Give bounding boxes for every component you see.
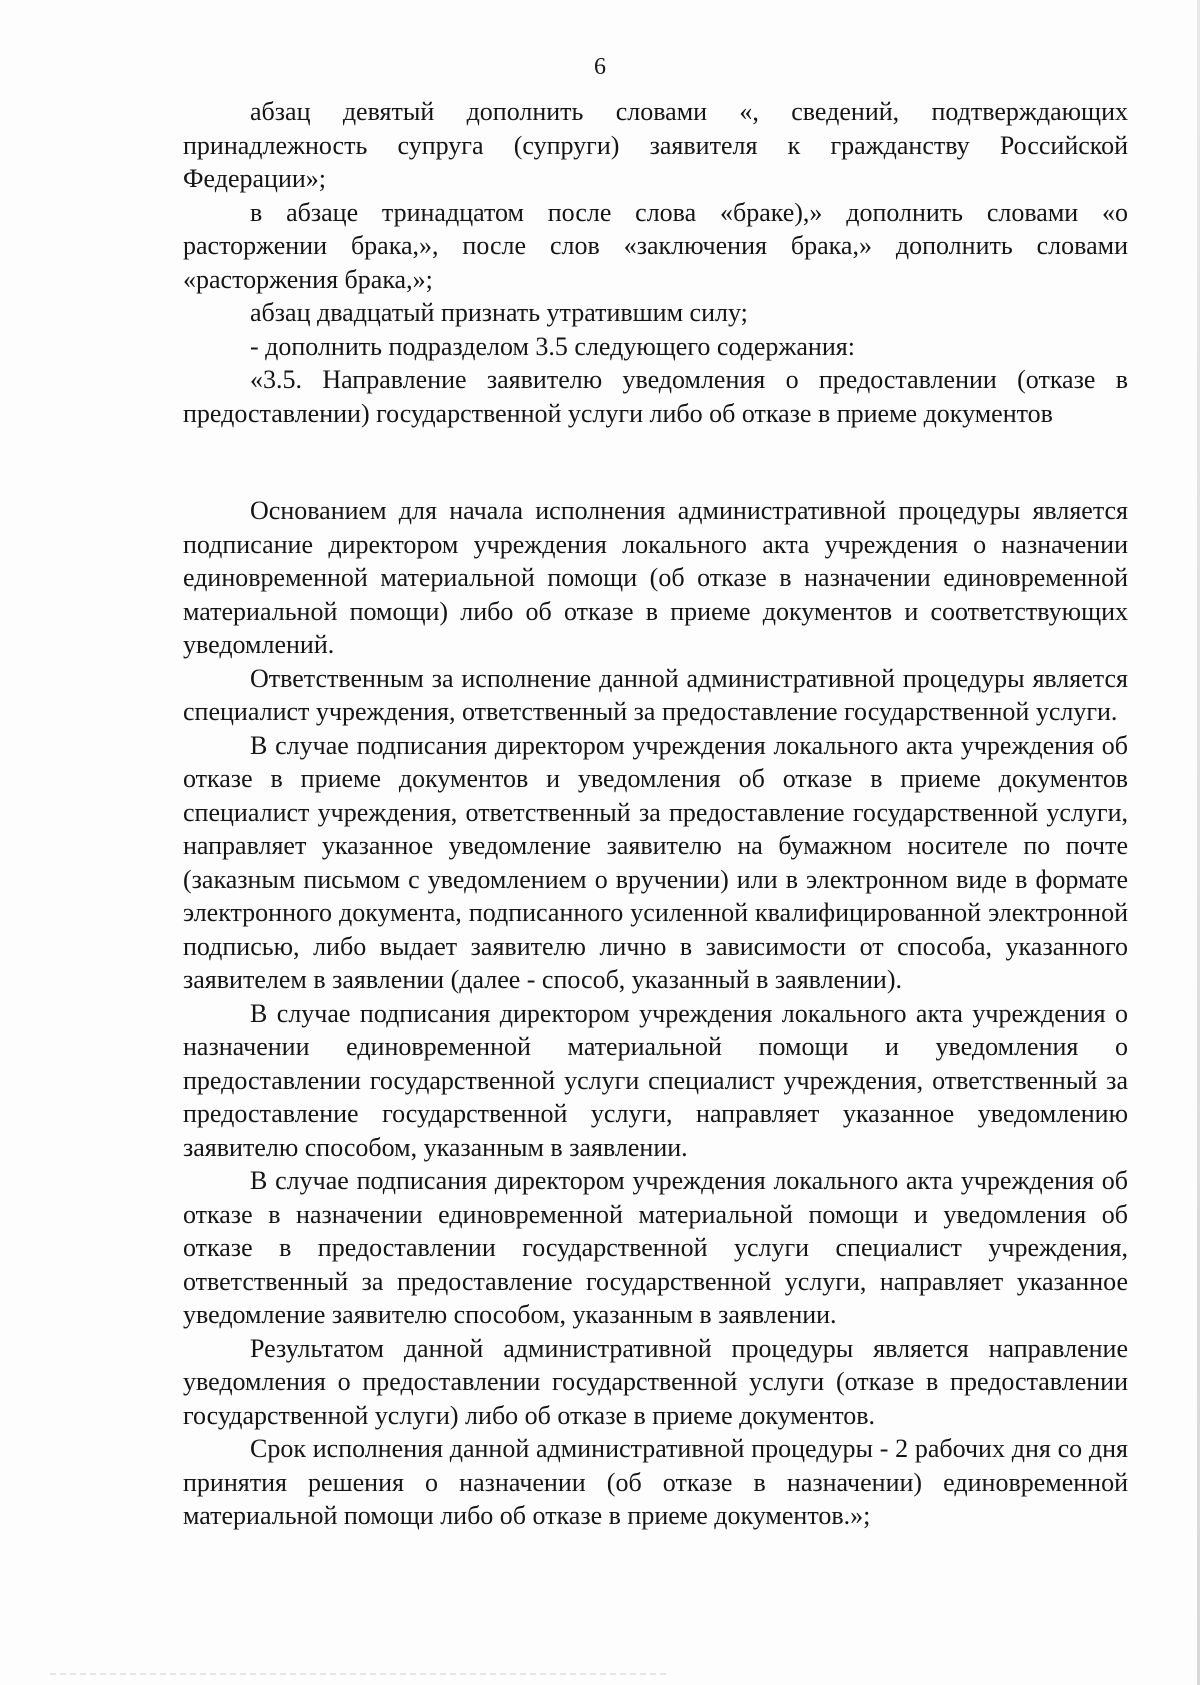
paragraph-grant-notice: В случае подписания директором учреждения локального акта учреждения о назначении единовременной материальной помощи и уведомления о предоставлении государственной услуги специалист учреждения, ответственный за предоставление государственной услуги, направляет указанное уведомлению заявителю способом, указанным в заявлении. [183, 998, 1128, 1162]
paragraph-refusal-documents: В случае подписания директором учреждения локального акта учреждения об отказе в приеме документов и уведомления об отказе в приеме документов специалист учреждения, ответственный за предоставление государственной услуги, направляет указанное уведомление заявителю на бумажном носителе по почте (заказным письмом с уведомлением о вручении) или в электронном виде в формате электронного документа, подписанного усиленной квалифицированной электронной подписью, либо выдает заявителю лично в зависимости от способа, указанного заявителем в заявлении (далее - способ, указанный в заявлении). [183, 730, 1128, 994]
paragraph-refusal-grant: В случае подписания директором учреждения локального акта учреждения об отказе в назначении единовременной материальной помощи и уведомления об отказе в предоставлении государственной услуги специалист учреждения, ответственный за предоставление государственной услуги, направляет указанное уведомление заявителю способом, указанным в заявлении. [183, 1166, 1128, 1329]
paragraph-responsible: Ответственным за исполнение данной административной процедуры является специалист учреждения, ответственный за предоставление государственной услуги. [183, 663, 1128, 726]
paragraph-deadline: Срок исполнения данной административной процедуры - 2 рабочих дня со дня принятия решения о назначении (об отказе в назначении) единовременной материальной помощи либо об отказе в приеме документов.»; [183, 1434, 1128, 1530]
paragraph-add-subsection: - дополнить подразделом 3.5 следующего содержания: [250, 331, 855, 361]
page-number: 6 [594, 54, 606, 80]
scan-edge-bottom [50, 1673, 670, 1675]
section-gap [183, 430, 1128, 494]
paragraph-amend-ninth: абзац девятый дополнить словами «, сведений, подтверждающих принадлежность супруга (супруги) заявителя к гражданству Российской Федерации»; [183, 97, 1128, 193]
paragraph-amend-twentieth: абзац двадцатый признать утратившим силу; [250, 298, 748, 327]
paragraph-result: Результатом данной административной процедуры является направление уведомления о предоставлении государственной услуги (отказе в предоставлении государственной услуги) либо об отказе в приеме документов. [183, 1333, 1128, 1430]
document-body [183, 95, 1128, 1533]
subsection-heading: «3.5. Направление заявителю уведомления о предоставлении (отказе в предоставлении) государственной услуги либо об отказе в приеме документов [183, 365, 1128, 428]
paragraph-amend-thirteenth: в абзаце тринадцатом после слова «браке),» дополнить словами «о расторжении брака,», после слов «заключения брака,» дополнить словами «расторжения брака,»; [183, 197, 1128, 294]
paragraph-basis: Основанием для начала исполнения административной процедуры является подписание директором учреждения локального акта учреждения о назначении единовременной материальной помощи (об отказе в назначении единовременной материальной помощи) либо об отказе в приеме документов и соответствующих уведомлений. [183, 496, 1128, 659]
